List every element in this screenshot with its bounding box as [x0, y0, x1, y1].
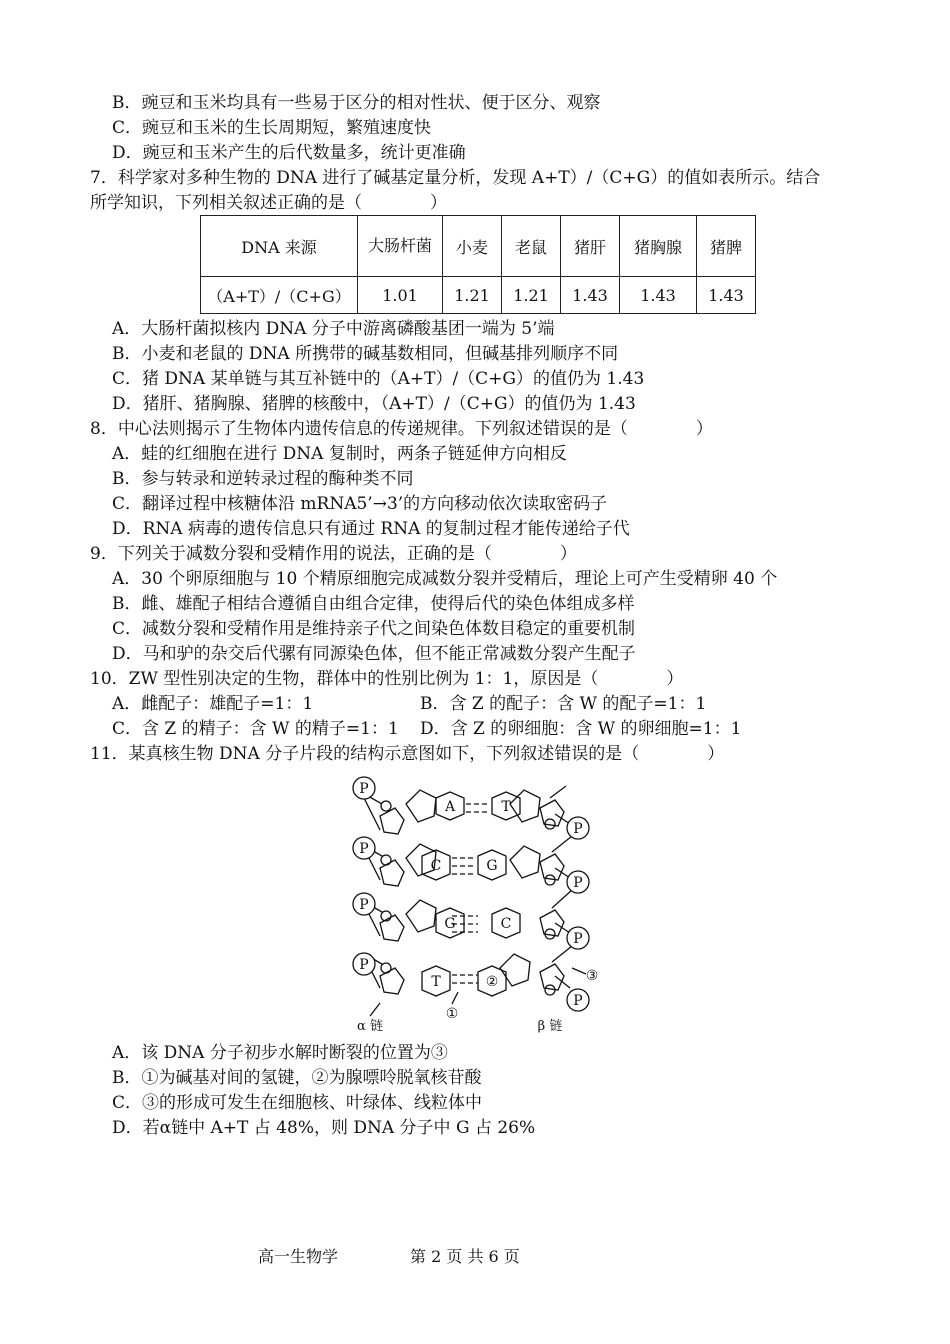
- alpha-strand-label: α 链: [357, 1019, 383, 1034]
- question-10: 10．ZW 型性别决定的生物，群体中的性别比例为 1：1，原因是（ ）: [90, 669, 684, 689]
- option-8c: C．翻译过程中核糖体沿 mRNA5’→3’的方向移动依次读取密码子: [112, 494, 608, 514]
- phosphate-label: P: [573, 821, 583, 837]
- table-header-cell: 老鼠: [502, 216, 561, 277]
- question-11: 11．某真核生物 DNA 分子片段的结构示意图如下，下列叙述错误的是（ ）: [90, 744, 725, 764]
- option-11c: C．③的形成可发生在细胞核、叶绿体、线粒体中: [112, 1093, 483, 1113]
- table-cell: 1.43: [561, 277, 620, 314]
- option-9a: A．30 个卵原细胞与 10 个精原细胞完成减数分裂并受精后，理论上可产生受精卵 40 个: [112, 569, 778, 589]
- dna-structure-diagram: [340, 768, 620, 1036]
- phosphate-label: P: [573, 875, 583, 891]
- option-6b: B．豌豆和玉米均具有一些易于区分的相对性状、便于区分、观察: [112, 93, 601, 113]
- question-7-line1: 7．科学家对多种生物的 DNA 进行了碱基定量分析，发现 A+T）/（C+G）的值如表所示。结合: [90, 168, 821, 188]
- option-11b: B．①为碱基对间的氢键，②为腺嘌呤脱氧核苷酸: [112, 1068, 482, 1088]
- marker-1-pointer: [452, 992, 458, 1004]
- option-8d: D．RNA 病毒的遗传信息只有通过 RNA 的复制过程才能传递给子代: [112, 519, 630, 539]
- base-label: C: [500, 916, 512, 932]
- phosphate-label: P: [359, 957, 369, 973]
- table-cell: 1.21: [502, 277, 561, 314]
- base-label: C: [430, 858, 442, 874]
- option-9b: B．雌、雄配子相结合遵循自由组合定律，使得后代的染色体组成多样: [112, 594, 635, 614]
- phosphate-label: P: [359, 897, 369, 913]
- purine-rings: [406, 790, 540, 986]
- base-label: G: [444, 916, 456, 932]
- table-header-cell: 猪脾: [697, 216, 756, 277]
- marker-1: ①: [445, 1006, 459, 1022]
- table-header-cell: 大肠杆菌: [358, 216, 443, 277]
- option-10c: C．含 Z 的精子：含 W 的精子=1：1: [112, 719, 399, 739]
- phosphate-label: P: [573, 931, 583, 947]
- option-7c: C．猪 DNA 某单链与其互补链中的（A+T）/（C+G）的值仍为 1.43: [112, 369, 645, 389]
- option-7b: B．小麦和老鼠的 DNA 所携带的碱基数相同，但碱基排列顺序不同: [112, 344, 619, 364]
- table-header-cell: 小麦: [443, 216, 502, 277]
- dna-ratio-table: [200, 215, 756, 314]
- option-8a: A．蛙的红细胞在进行 DNA 复制时，两条子链延伸方向相反: [112, 444, 567, 464]
- beta-strand-label: β 链: [537, 1019, 563, 1034]
- option-10d: D．含 Z 的卵细胞：含 W 的卵细胞=1：1: [420, 719, 742, 739]
- phosphate-label: P: [573, 993, 583, 1009]
- marker-3-pointer: [572, 968, 586, 974]
- option-11d: D．若α链中 A+T 占 48%，则 DNA 分子中 G 占 26%: [112, 1118, 536, 1138]
- table-cell: 1.21: [443, 277, 502, 314]
- base-label: G: [486, 858, 498, 874]
- footer-page-number: 第 2 页 共 6 页: [410, 1247, 520, 1266]
- option-7d: D．猪肝、猪胸腺、猪脾的核酸中，（A+T）/（C+G）的值仍为 1.43: [112, 394, 636, 414]
- base-label: T: [431, 974, 441, 990]
- table-cell: 1.43: [697, 277, 756, 314]
- option-6c: C．豌豆和玉米的生长周期短，繁殖速度快: [112, 118, 432, 138]
- table-header-cell: DNA 来源: [201, 216, 358, 277]
- footer-subject: 高一生物学: [258, 1247, 339, 1266]
- option-10a: A．雌配子：雄配子=1：1: [112, 694, 314, 714]
- option-7a: A．大肠杆菌拟核内 DNA 分子中游离磷酸基团一端为 5’端: [112, 319, 555, 339]
- marker-2: ②: [485, 974, 499, 990]
- deoxyribose-sugars: [380, 800, 564, 994]
- hydrogen-bonds: [452, 804, 490, 983]
- table-header-cell: 猪肝: [561, 216, 620, 277]
- option-9c: C．减数分裂和受精作用是维持亲子代之间染色体数目稳定的重要机制: [112, 619, 636, 639]
- table-header-cell: 猪胸腺: [620, 216, 697, 277]
- sugar-oxygen-marks: [381, 801, 555, 995]
- base-hexagons: [422, 792, 520, 996]
- question-7-line2: 所学知识，下列相关叙述正确的是（ ）: [90, 193, 447, 213]
- marker-3: ③: [585, 968, 599, 984]
- option-8b: B．参与转录和逆转录过程的酶种类不同: [112, 469, 414, 489]
- question-8: 8．中心法则揭示了生物体内遗传信息的传递规律。下列叙述错误的是（ ）: [90, 419, 713, 439]
- option-6d: D．豌豆和玉米产生的后代数量多，统计更准确: [112, 143, 466, 163]
- option-10b: B．含 Z 的配子：含 W 的配子=1：1: [420, 694, 707, 714]
- phosphate-label: P: [359, 781, 369, 797]
- base-label: A: [444, 799, 456, 815]
- question-9: 9．下列关于减数分裂和受精作用的说法，正确的是（ ）: [90, 544, 577, 564]
- phosphate-label: P: [359, 841, 369, 857]
- table-row-label: （A+T）/（C+G）: [201, 277, 358, 314]
- option-11a: A．该 DNA 分子初步水解时断裂的位置为③: [112, 1043, 448, 1063]
- table-cell: 1.01: [358, 277, 443, 314]
- table-cell: 1.43: [620, 277, 697, 314]
- option-9d: D．马和驴的杂交后代骡有同源染色体，但不能正常减数分裂产生配子: [112, 644, 636, 664]
- base-label: T: [501, 799, 511, 815]
